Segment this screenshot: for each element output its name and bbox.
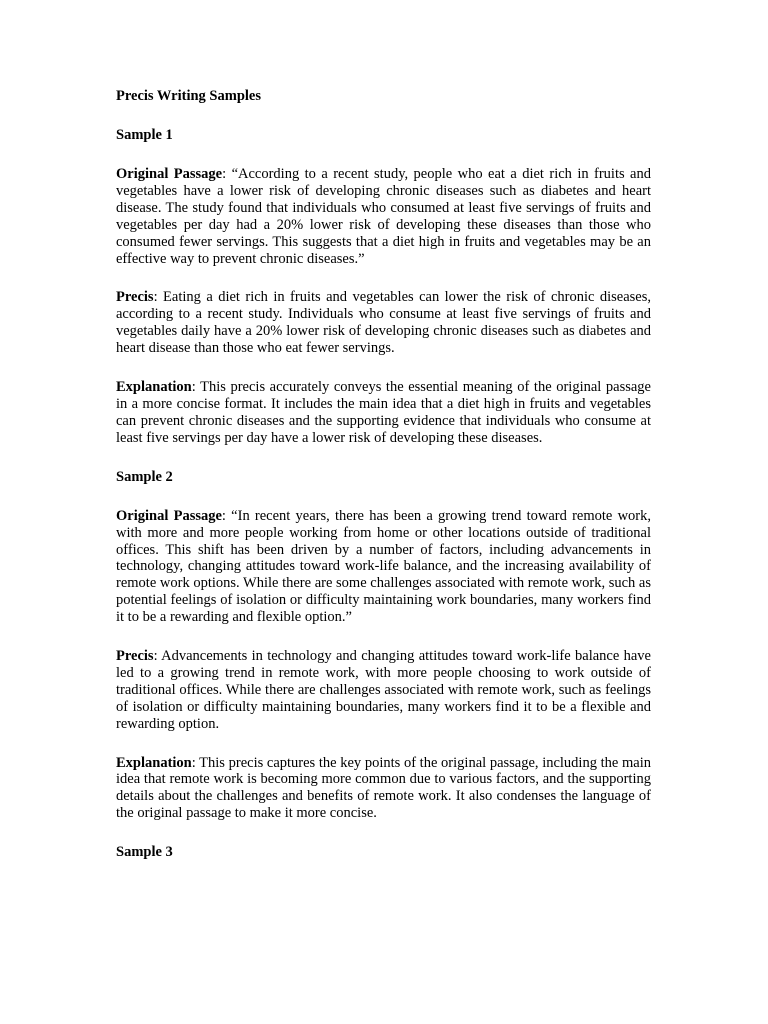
precis-text: : Eating a diet rich in fruits and vegetables can lower the risk of chronic diseases, according to a recent study. Individuals who consume at least five servings of fruits and vegetables daily have a 20% lower risk of developing chronic diseases such as diabetes and heart disease than those who eat fewer servings. [116,289,651,357]
sample-1-section [116,127,651,447]
sample-1-original-passage [116,166,651,267]
sample-2-explanation [116,755,651,823]
sample-2-original-passage [116,508,651,626]
explanation-label: Explanation [116,379,192,396]
sample-2-precis [116,648,651,733]
sample-3-section [116,844,651,861]
original-passage-label: Original Passage [116,507,222,524]
sample-3-heading: Sample 3 [116,844,173,861]
original-passage-text: : “In recent years, there has been a growing trend toward remote work, with more and more people working from home or other locations outside of traditional offices. This shift has been driven by a number of factors, including advancements in technology, changing attitudes toward work-life balance, and the increasing availability of remote work options. While there are some challenges associated with remote work, such as potential feelings of isolation or difficulty maintaining work boundaries, many workers find it to be a rewarding and flexible option.” [116,507,651,626]
sample-2-section [116,469,651,823]
precis-label: Precis [116,289,154,306]
document-page [116,88,651,883]
sample-1-heading: Sample 1 [116,127,173,143]
precis-text: : Advancements in technology and changing attitudes toward work-life balance have led to a growing trend in remote work, with more people choosing to work outside of traditional offices. While there are challenges associated with remote work, such as feelings of isolation or difficulty maintaining boundaries, many workers find it to be a flexible and rewarding option. [116,648,651,732]
explanation-text: : This precis accurately conveys the essential meaning of the original passage in a more concise format. It includes the main idea that a diet high in fruits and vegetables can prevent chronic diseases and the supporting evidence that individuals who consume at least five servings per day have a lower risk of developing these diseases. [116,379,651,446]
precis-label: Precis [116,648,154,665]
explanation-label: Explanation [116,754,192,771]
explanation-text: : This precis captures the key points of the original passage, including the main idea that remote work is becoming more common due to various factors, and the supporting details about the challenges and benefits of remote work. It also condenses the language of the original passage to make it more concise. [116,754,651,822]
document-title: Precis Writing Samples [116,88,261,104]
sample-2-heading: Sample 2 [116,468,173,485]
sample-1-precis [116,289,651,357]
original-passage-text: : “According to a recent study, people who eat a diet rich in fruits and vegetables have a lower risk of developing chronic diseases such as diabetes and heart disease. The study found that individuals who consumed at least five servings of fruits and vegetables per day had a 20% lower risk of developing these diseases than those who consumed fewer servings. This suggests that a diet high in fruits and vegetables may be an effective way to prevent chronic diseases.” [116,166,651,267]
sample-1-explanation [116,379,651,447]
original-passage-label: Original Passage [116,166,223,182]
